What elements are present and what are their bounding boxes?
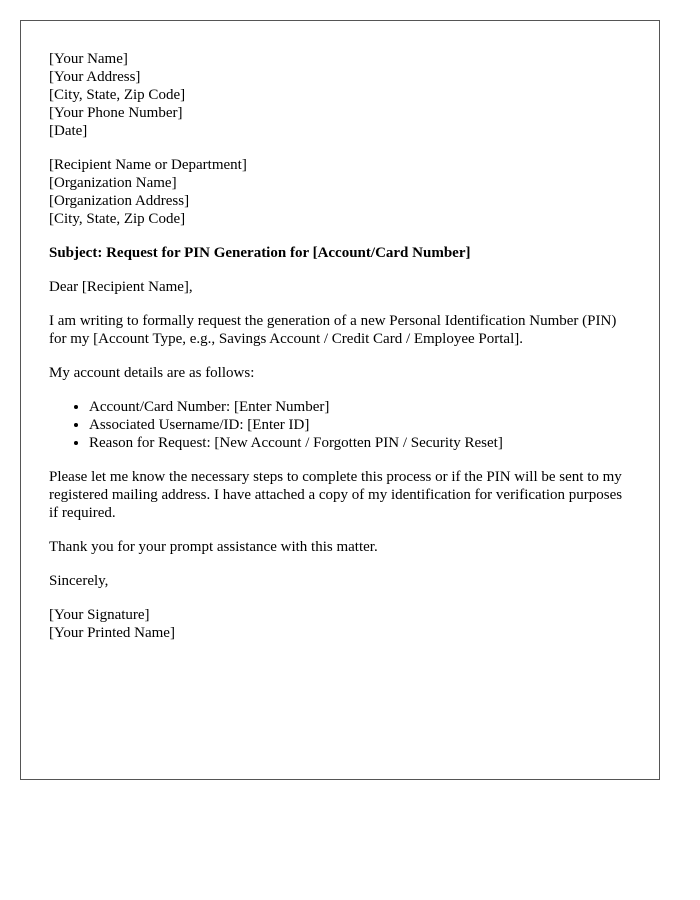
letter-date: [Date] bbox=[49, 123, 88, 139]
list-item: • Account/Card Number: [Enter Number] bbox=[89, 398, 631, 416]
sender-address-block bbox=[49, 50, 631, 140]
letter-subject: Subject: Request for PIN Generation for [Account/Card Number] bbox=[49, 245, 471, 261]
printed-name: [Your Printed Name] bbox=[49, 625, 175, 641]
list-item: • Associated Username/ID: [Enter ID] bbox=[89, 416, 631, 434]
signature-placeholder: [Your Signature] bbox=[49, 607, 150, 623]
recipient-name: [Recipient Name or Department] bbox=[49, 157, 247, 173]
sender-name: [Your Name] bbox=[49, 51, 128, 67]
recipient-organization-address: [Organization Address] bbox=[49, 193, 190, 209]
recipient-address-block bbox=[49, 156, 631, 228]
letter-page bbox=[20, 20, 660, 780]
sender-phone: [Your Phone Number] bbox=[49, 105, 183, 121]
salutation: Dear [Recipient Name], bbox=[49, 279, 193, 295]
sender-address: [Your Address] bbox=[49, 69, 141, 85]
signature-block bbox=[49, 606, 631, 642]
details-intro-paragraph: My account details are as follows: bbox=[49, 365, 255, 381]
account-details-list bbox=[49, 398, 631, 452]
recipient-organization: [Organization Name] bbox=[49, 175, 177, 191]
list-item: • Reason for Request: [New Account / Forgotten PIN / Security Reset] bbox=[89, 434, 631, 452]
thanks-paragraph: Thank you for your prompt assistance with this matter. bbox=[49, 539, 378, 555]
intro-paragraph: I am writing to formally request the generation of a new Personal Identification Number (PIN) for my [Account Type, e.g., Savings Account / Credit Card / Employee Portal]. bbox=[49, 313, 617, 347]
closing: Sincerely, bbox=[49, 573, 109, 589]
sender-city-state-zip: [City, State, Zip Code] bbox=[49, 87, 186, 103]
recipient-city-state-zip: [City, State, Zip Code] bbox=[49, 211, 186, 227]
steps-paragraph: Please let me know the necessary steps to complete this process or if the PIN will be sent to my registered mailing address. I have attached a copy of my identification for verification purposes if required. bbox=[49, 469, 623, 521]
